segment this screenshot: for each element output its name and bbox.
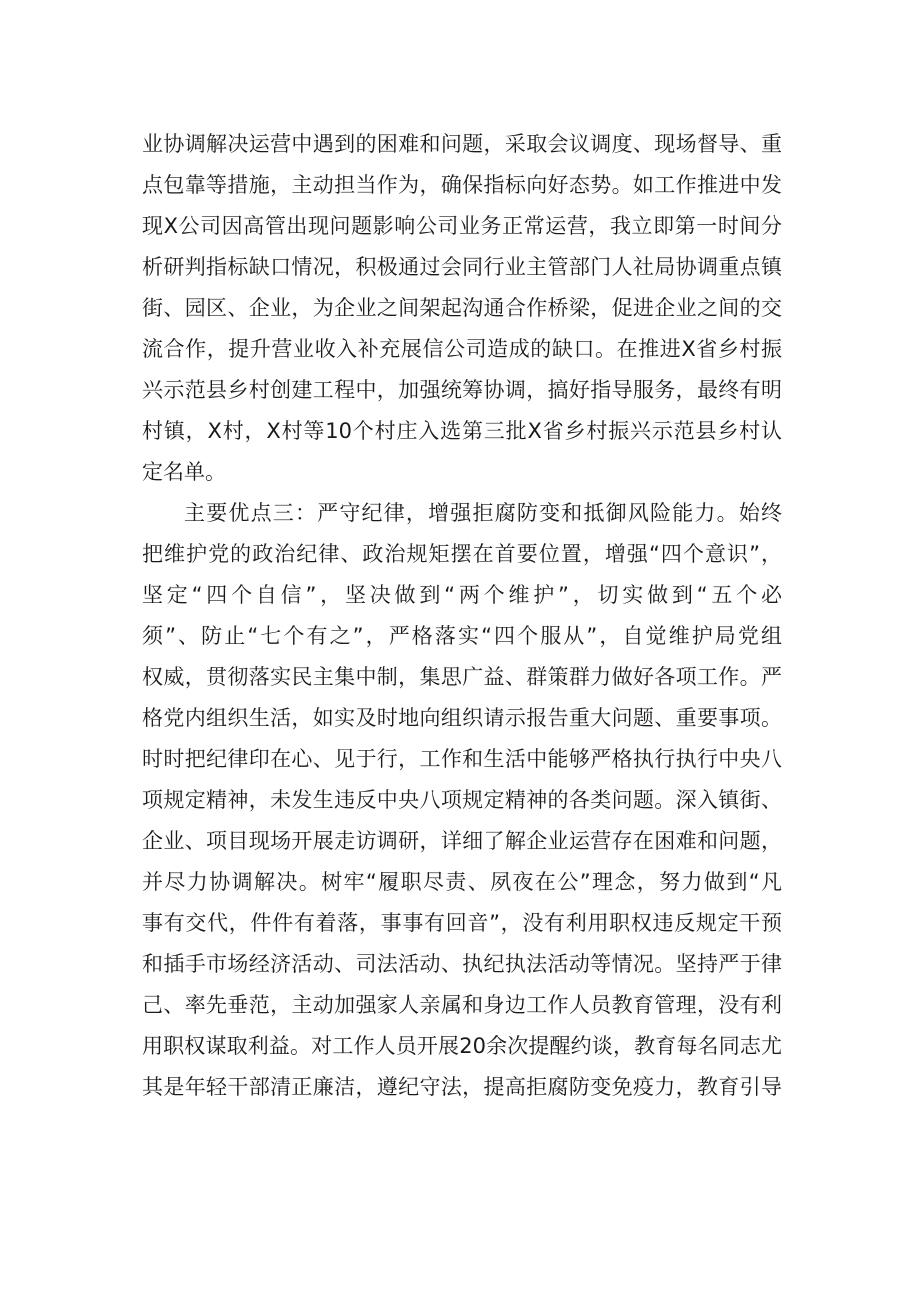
text-line: 街、园区、企业，为企业之间架起沟通合作桥梁，促进企业之间的交 xyxy=(142,296,782,320)
text-line: 村镇，X村，X村等10个村庄入选第三批X省乡村振兴示范县乡村认 xyxy=(142,419,782,443)
text-line: 兴示范县乡村创建工程中，加强统筹协调，搞好指导服务，最终有明 xyxy=(142,378,782,402)
text-line: 须”、防止“七个有之”，严格落实“四个服从”，自觉维护局党组 xyxy=(142,624,782,648)
text-line: 把维护党的政治纪律、政治规矩摆在首要位置，增强“四个意识”， xyxy=(142,542,782,566)
text-line: 业协调解决运营中遇到的困难和问题，采取会议调度、现场督导、重 xyxy=(142,132,782,156)
text-line: 并尽力协调解决。树牢“履职尽责、夙夜在公”理念，努力做到“凡 xyxy=(142,870,782,894)
body-text xyxy=(142,124,782,1108)
text-line: 现X公司因高管出现问题影响公司业务正常运营，我立即第一时间分 xyxy=(142,214,782,238)
text-line: 其是年轻干部清正廉洁，遵纪守法，提高拒腐防变免疫力，教育引导 xyxy=(142,1075,782,1099)
text-line: 和插手市场经济活动、司法活动、执纪执法活动等情况。坚持严于律 xyxy=(142,952,782,976)
text-line: 企业、项目现场开展走访调研，详细了解企业运营存在困难和问题， xyxy=(142,829,782,853)
text-line: 项规定精神，未发生违反中央八项规定精神的各类问题。深入镇街、 xyxy=(142,788,782,812)
paragraph-heading-line: 主要优点三：严守纪律，增强拒腐防变和抵御风险能力。始终 xyxy=(184,501,782,525)
text-line: 用职权谋取利益。对工作人员开展20余次提醒约谈，教育每名同志尤 xyxy=(142,1034,782,1058)
text-line: 流合作，提升营业收入补充展信公司造成的缺口。在推进X省乡村振 xyxy=(142,337,782,361)
text-line: 己、率先垂范，主动加强家人亲属和身边工作人员教育管理，没有利 xyxy=(142,993,782,1017)
text-line: 权威，贯彻落实民主集中制，集思广益、群策群力做好各项工作。严 xyxy=(142,665,782,689)
text-line: 坚定“四个自信”，坚决做到“两个维护”，切实做到“五个必 xyxy=(142,583,782,607)
text-line: 事有交代，件件有着落，事事有回音”，没有利用职权违反规定干预 xyxy=(142,911,782,935)
text-line: 点包靠等措施，主动担当作为，确保指标向好态势。如工作推进中发 xyxy=(142,173,782,197)
text-line: 时时把纪律印在心、见于行，工作和生活中能够严格执行执行中央八 xyxy=(142,747,782,771)
text-line: 定名单。 xyxy=(142,460,226,484)
text-line: 析研判指标缺口情况，积极通过会同行业主管部门人社局协调重点镇 xyxy=(142,255,782,279)
text-line: 格党内组织生活，如实及时地向组织请示报告重大问题、重要事项。 xyxy=(142,706,782,730)
